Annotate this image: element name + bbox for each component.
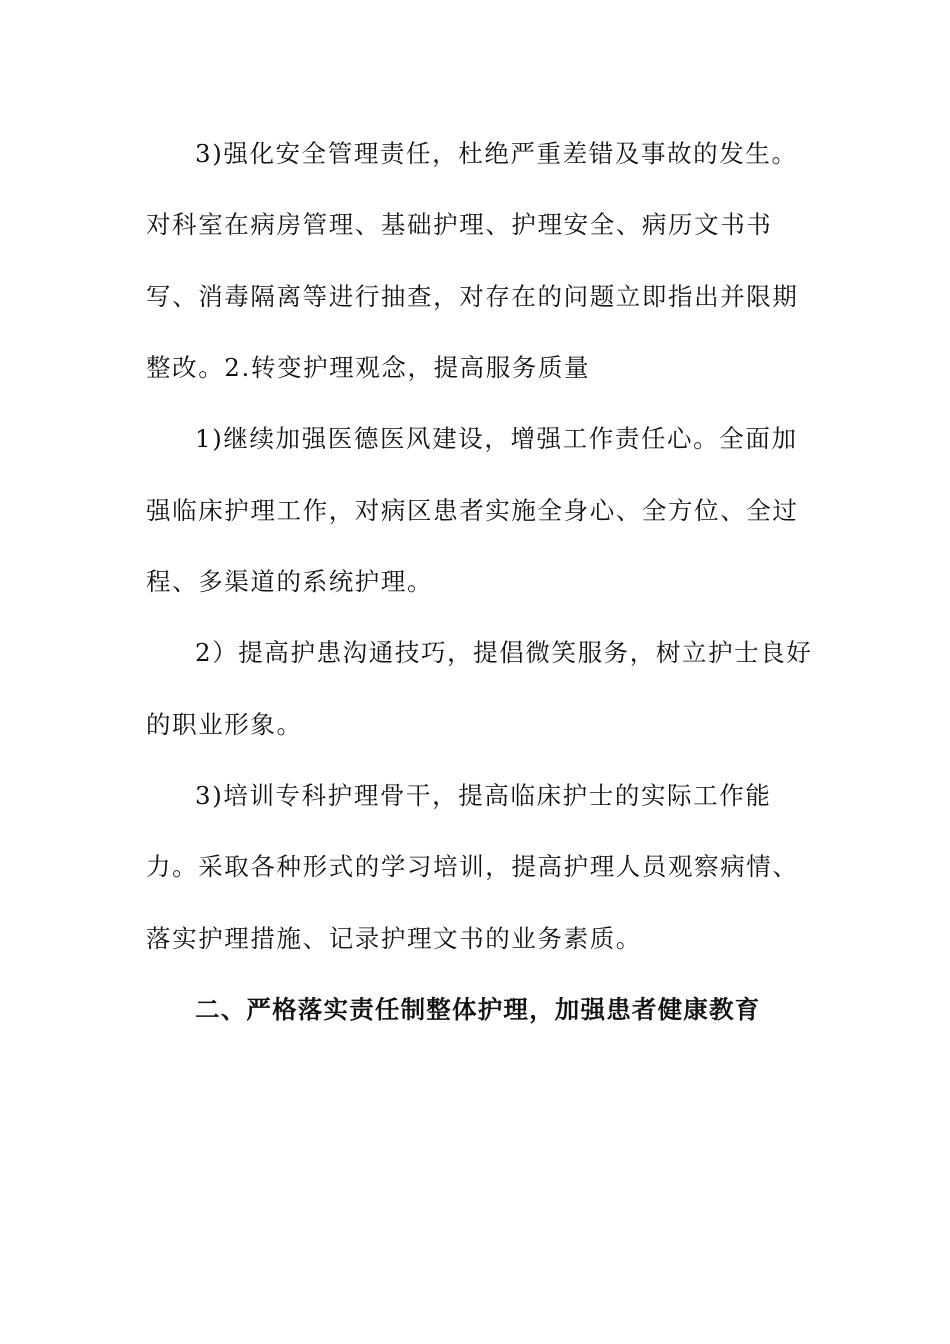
paragraph-line: 2）提高护患沟通技巧，提倡微笑服务，树立护士良好 — [195, 638, 813, 667]
section-heading: 二、严格落实责任制整体护理，加强患者健康教育 — [195, 995, 761, 1024]
paragraph-line: 写、消毒隔离等进行抽查，对存在的问题立即指出并限期 — [146, 282, 799, 311]
paragraph-line: 3)培训专科护理骨干，提高临床护士的实际工作能 — [195, 781, 772, 810]
paragraph-line: 力。采取各种形式的学习培训，提高护理人员观察病情、 — [146, 852, 799, 881]
paragraph-line: 落实护理措施、记录护理文书的业务素质。 — [146, 924, 642, 953]
paragraph-line: 对科室在病房管理、基础护理、护理安全、病历文书书 — [146, 210, 773, 239]
paragraph-line: 3)强化安全管理责任，杜绝严重差错及事故的发生。 — [195, 139, 798, 168]
paragraph-line: 强临床护理工作，对病区患者实施全身心、全方位、全过 — [146, 496, 799, 525]
paragraph-line: 整改。2.转变护理观念，提高服务质量 — [146, 353, 591, 382]
paragraph-line: 程、多渠道的系统护理。 — [146, 567, 434, 596]
paragraph-line: 1)继续加强医德医风建设，增强工作责任心。全面加 — [195, 424, 798, 453]
paragraph-line: 的职业形象。 — [146, 710, 303, 739]
